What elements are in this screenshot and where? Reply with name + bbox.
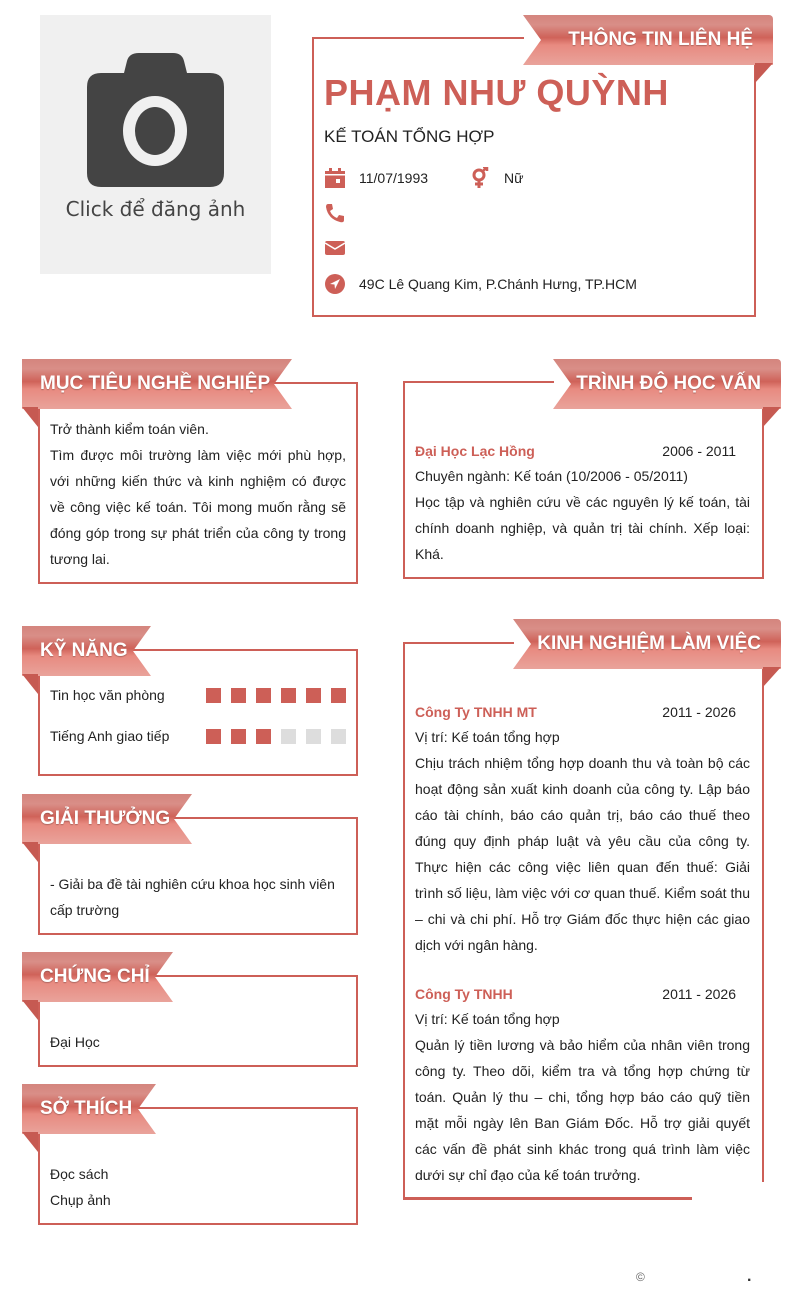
- section-title-skills: KỸ NĂNG: [22, 626, 151, 676]
- objective-text: [50, 416, 346, 572]
- skill-name: Tiếng Anh giao tiếp: [50, 728, 170, 744]
- gender-value: Nữ: [504, 170, 524, 186]
- experience-description: Quản lý tiền lương và bảo hiểm của nhân viên trong công ty. Theo dõi, kiểm tra và tổng hợp chứng từ toán. Quản lý thu – chi, tổng hợp báo cáo quỹ tiền mặt mỗi ngày lên Ban Giám Đốc. Hỗ trợ giải quyết các vấn đề phát sinh khác trong quá trình làm việc dưới sự chỉ đạo của kế toán trưởng.: [415, 1037, 750, 1183]
- section-title-hobbies: SỞ THÍCH: [22, 1084, 156, 1134]
- address-value: 49C Lê Quang Kim, P.Chánh Hưng, TP.HCM: [359, 276, 637, 292]
- education-entry-header: [415, 443, 736, 459]
- experience-period: 2011 - 2026: [662, 986, 736, 1002]
- section-title-awards: GIẢI THƯỞNG: [22, 794, 192, 844]
- experience-box-bottom: [403, 1197, 692, 1200]
- education-details: [415, 463, 750, 567]
- experience-details: [415, 1006, 750, 1188]
- photo-upload[interactable]: [40, 15, 271, 274]
- section-title-objective: MỤC TIÊU NGHỀ NGHIỆP: [22, 359, 292, 409]
- skill-level-dot: [281, 729, 296, 744]
- location-icon: [324, 273, 346, 295]
- experience-description: Chịu trách nhiệm tổng hợp doanh thu và toàn bộ các hoạt động sản xuất kinh doanh của công ty. Lập báo cáo tài chính, báo cáo quản trị, báo cáo thuế theo đúng quy định pháp luật và yêu cầu của công ty. Thực hiện các công việc liên quan đến thuế: Giải trình số liệu, làm việc với cơ quan thuế. Kiểm soát thu – chi và chi phí. Hỗ trợ Giám đốc thực hiện các giao dịch với ngân hàng.: [415, 755, 750, 953]
- company-name: Công Ty TNHH: [415, 986, 513, 1002]
- company-name: Công Ty TNHH MT: [415, 704, 537, 720]
- email-row: [324, 237, 359, 259]
- birthday-value: 11/07/1993: [359, 170, 429, 186]
- calendar-icon: [324, 167, 346, 189]
- skill-level-dot: [306, 688, 321, 703]
- job-title: KẾ TOÁN TỔNG HỢP: [324, 127, 495, 146]
- hobby-item: Chụp ảnh: [50, 1192, 111, 1208]
- objective-line-2: Tìm được môi trường làm việc mới phù hợp, với những kiến thức và kinh nghiệm có được về công việc kế toán. Tôi mong muốn rằng sẽ đóng góp trong sự phát triển của công ty trong tương lai.: [50, 447, 346, 567]
- experience-position: Vị trí: Kế toán tổng hợp: [415, 1011, 560, 1027]
- skill-level-dot: [206, 688, 221, 703]
- skill-level-dot: [306, 729, 321, 744]
- objective-line-1: Trở thành kiểm toán viên.: [50, 421, 209, 437]
- phone-row: [324, 202, 359, 224]
- photo-placeholder-label: Click để đăng ảnh: [65, 197, 246, 221]
- gender-row: [469, 167, 523, 189]
- education-major: Chuyên ngành: Kế toán (10/2006 - 05/2011): [415, 468, 688, 484]
- education-period: 2006 - 2011: [662, 443, 736, 459]
- skill-level-dot: [281, 688, 296, 703]
- education-description: Học tập và nghiên cứu về các nguyên lý kế toán, tài chính doanh nghiệp, và quản trị tài chính. Xếp loại: Khá.: [415, 494, 750, 562]
- section-title-experience: KINH NGHIỆM LÀM VIỆC: [513, 619, 781, 669]
- phone-icon: [324, 202, 346, 224]
- hobbies-list: [50, 1161, 111, 1213]
- skill-level-dot: [256, 688, 271, 703]
- experience-entry-header: [415, 704, 736, 720]
- skill-level-dot: [256, 729, 271, 744]
- skill-level-dot: [231, 688, 246, 703]
- camera-icon: [87, 53, 224, 188]
- hobby-item: Đọc sách: [50, 1166, 109, 1182]
- experience-details: [415, 724, 750, 958]
- school-name: Đại Học Lạc Hồng: [415, 443, 535, 459]
- experience-period: 2011 - 2026: [662, 704, 736, 720]
- experience-entry-header: [415, 986, 736, 1002]
- birthday-row: [324, 167, 428, 189]
- candidate-name: PHẠM NHƯ QUỲNH: [324, 72, 669, 113]
- address-row: [324, 273, 637, 295]
- skill-level-dot: [206, 729, 221, 744]
- footer-dot: .: [747, 1268, 752, 1285]
- section-title-contact: THÔNG TIN LIÊN HỆ: [523, 15, 773, 65]
- copyright-symbol: ©: [636, 1270, 645, 1284]
- skill-row: [50, 728, 350, 744]
- gender-icon: [469, 167, 491, 189]
- email-icon: [324, 237, 346, 259]
- skill-name: Tin học văn phòng: [50, 687, 165, 703]
- certificates-text: Đại Học: [50, 1034, 100, 1050]
- skill-level-dot: [331, 688, 346, 703]
- skill-level-meter: [206, 729, 346, 744]
- section-title-certificates: CHỨNG CHỈ: [22, 952, 173, 1002]
- skill-level-meter: [206, 688, 346, 703]
- section-title-education: TRÌNH ĐỘ HỌC VẤN: [553, 359, 781, 409]
- skill-level-dot: [231, 729, 246, 744]
- experience-position: Vị trí: Kế toán tổng hợp: [415, 729, 560, 745]
- awards-text: - Giải ba đề tài nghiên cứu khoa học sinh viên cấp trường: [50, 876, 335, 918]
- experience-box-right: [762, 642, 764, 1182]
- skill-level-dot: [331, 729, 346, 744]
- skill-row: [50, 687, 350, 703]
